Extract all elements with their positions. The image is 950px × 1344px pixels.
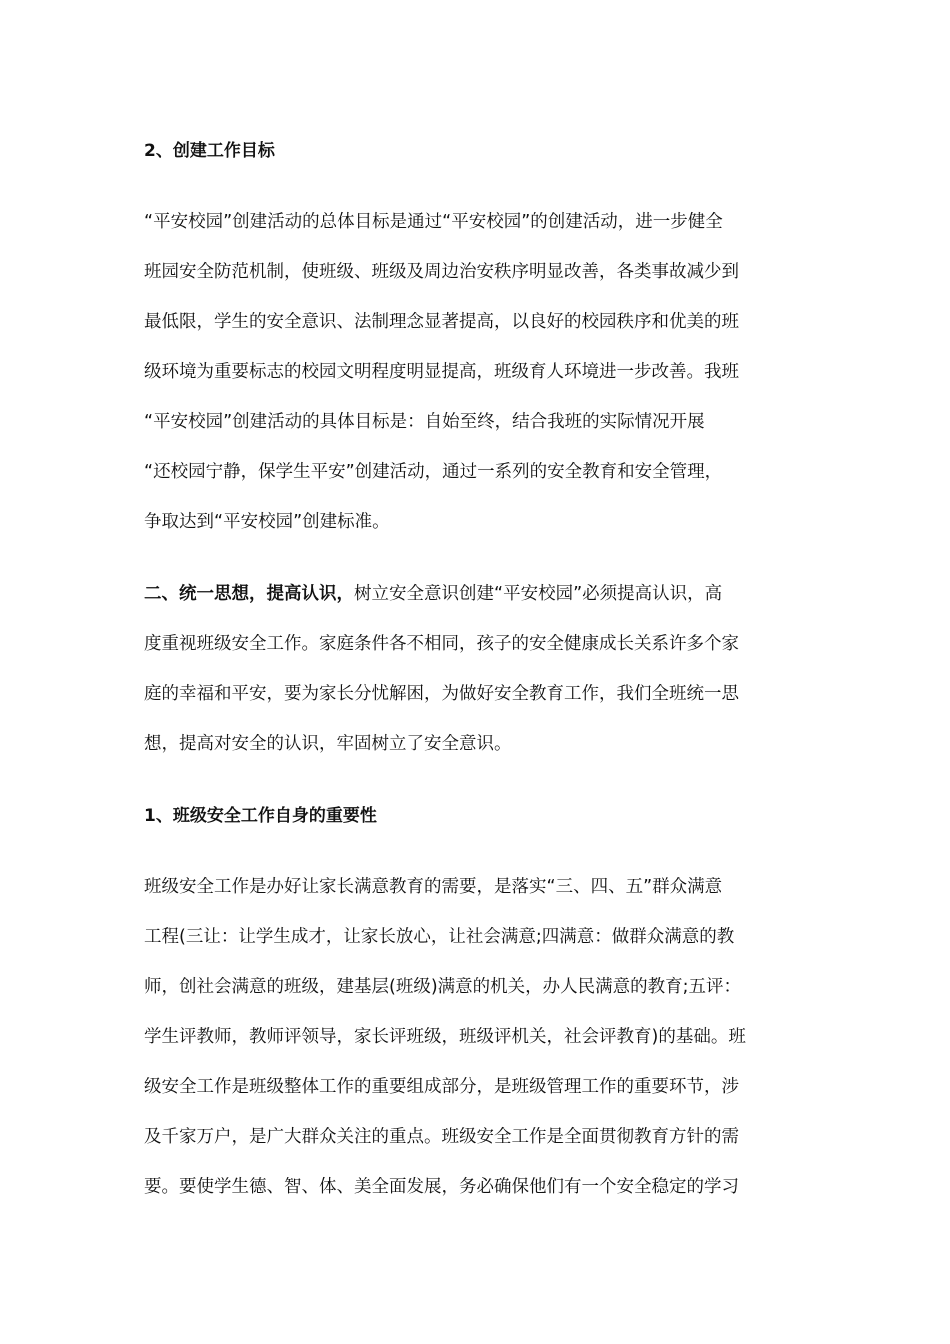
text-line: 度重视班级安全工作。家庭条件各不相同，孩子的安全健康成长关系许多个家 — [144, 634, 739, 654]
text-line: 学生评教师，教师评领导，家长评班级，班级评机关，社会评教育)的基础。班 — [144, 1027, 746, 1047]
paragraph-lead-text: 树立安全意识创建“平安校园”必须提高认识，高 — [354, 584, 723, 604]
text-line: 庭的幸福和平安，要为家长分忧解困，为做好安全教育工作，我们全班统一思 — [144, 684, 739, 704]
text-line: 及千家万户，是广大群众关注的重点。班级安全工作是全面贯彻教育方针的需 — [144, 1127, 739, 1147]
paragraph-importance — [144, 862, 808, 1212]
text-line: 级环境为重要标志的校园文明程度明显提高，班级育人环境进一步改善。我班 — [144, 362, 739, 382]
paragraph-overall-goal — [144, 197, 808, 547]
text-line — [144, 569, 808, 619]
text-line: “还校园宁静，保学生平安”创建活动，通过一系列的安全教育和安全管理， — [144, 462, 723, 482]
section-heading-create-goals: 2、创建工作目标 — [144, 141, 275, 161]
text-line: 想，提高对安全的认识，牢固树立了安全意识。 — [144, 734, 512, 754]
text-line: 争取达到“平安校园”创建标准。 — [144, 512, 390, 532]
paragraph-unify-thinking — [144, 569, 808, 769]
text-line: “平安校园”创建活动的具体目标是：自始至终，结合我班的实际情况开展 — [144, 412, 705, 432]
text-line: “平安校园”创建活动的总体目标是通过“平安校园”的创建活动，进一步健全 — [144, 212, 723, 232]
text-line: 级安全工作是班级整体工作的重要组成部分，是班级管理工作的重要环节，涉 — [144, 1077, 739, 1097]
text-line: 最低限，学生的安全意识、法制理念显著提高，以良好的校园秩序和优美的班 — [144, 312, 739, 332]
text-line: 要。要使学生德、智、体、美全面发展，务必确保他们有一个安全稳定的学习 — [144, 1177, 739, 1197]
paragraph-lead-bold: 二、统一思想，提高认识， — [144, 584, 354, 604]
text-line: 师，创社会满意的班级，建基层(班级)满意的机关，办人民满意的教育;五评： — [144, 977, 742, 997]
text-line: 工程(三让：让学生成才，让家长放心，让社会满意;四满意：做群众满意的教 — [144, 927, 735, 947]
text-line: 班园安全防范机制，使班级、班级及周边治安秩序明显改善，各类事故减少到 — [144, 262, 739, 282]
text-line: 班级安全工作是办好让家长满意教育的需要，是落实“三、四、五”群众满意 — [144, 877, 723, 897]
section-heading-importance: 1、班级安全工作自身的重要性 — [144, 806, 377, 826]
